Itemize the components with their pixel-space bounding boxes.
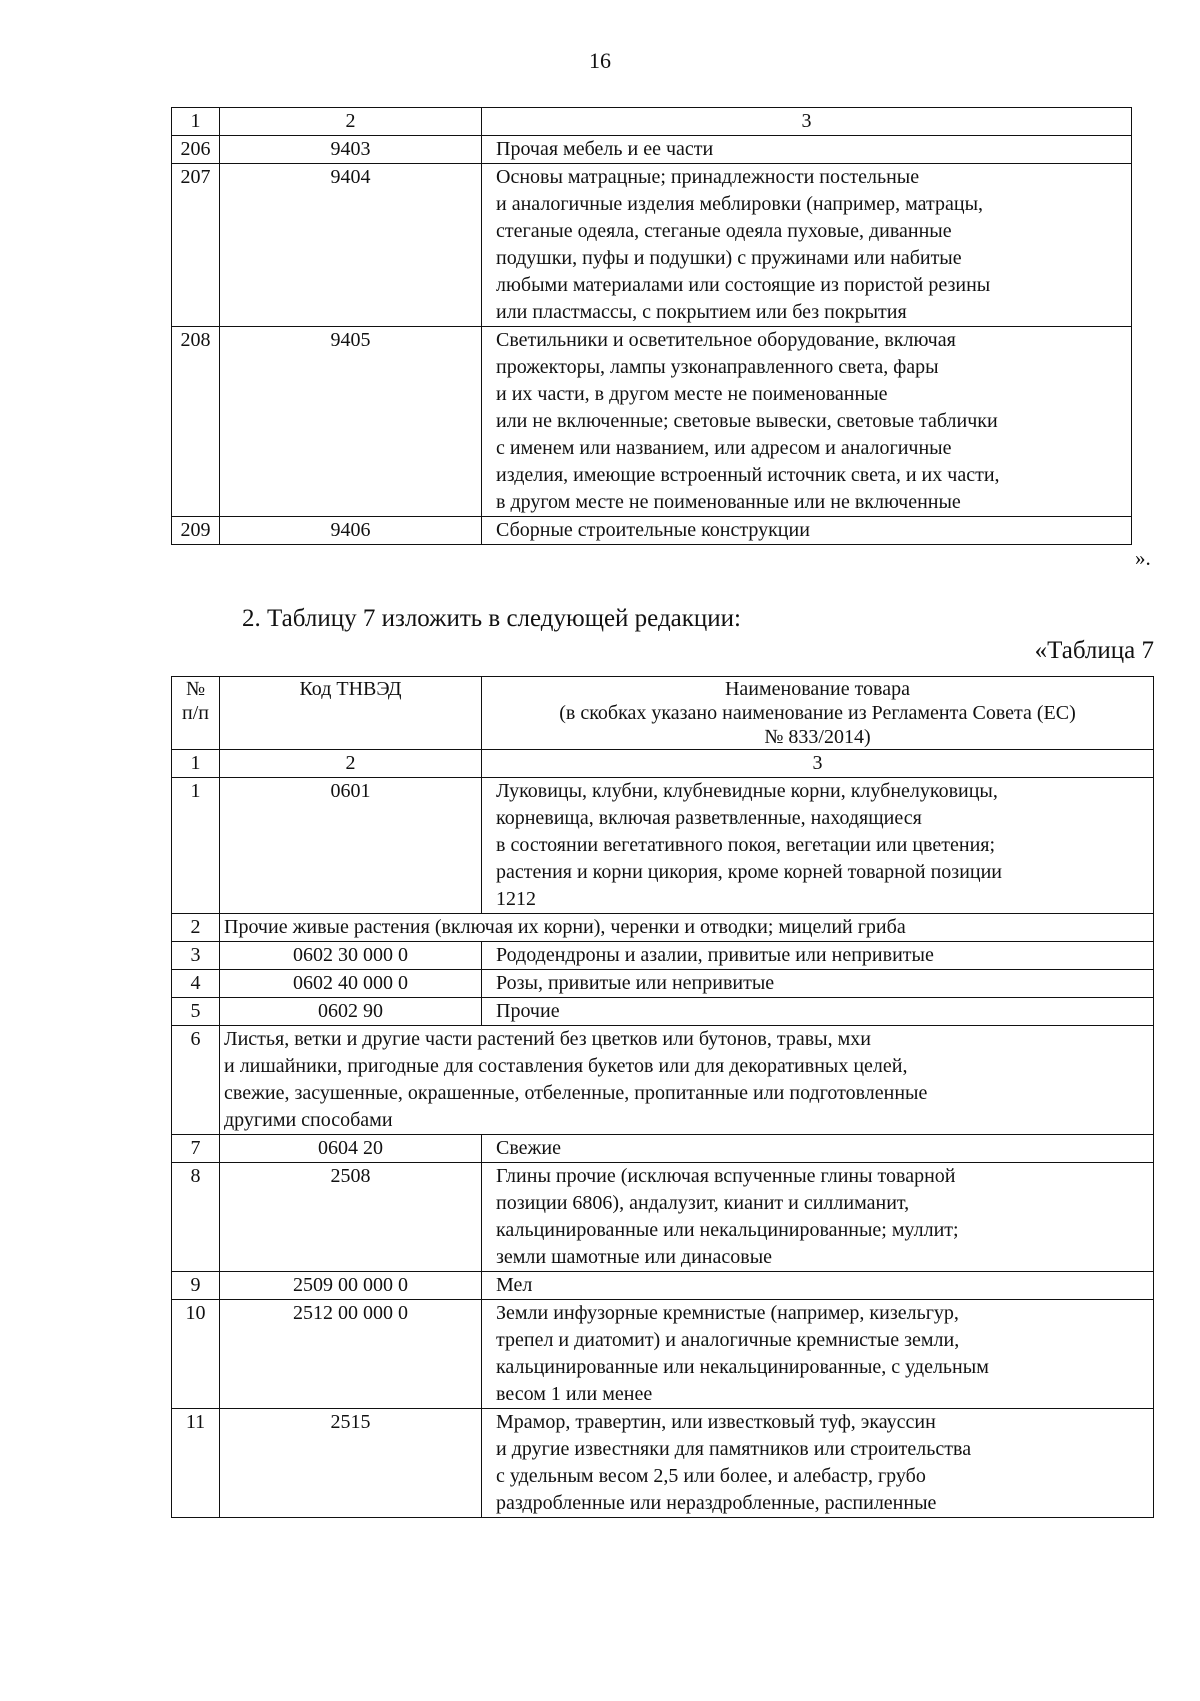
tnved-code: 9405	[220, 327, 482, 517]
column-number-2: 2	[220, 108, 482, 136]
product-description: Луковицы, клубни, клубневидные корни, клубнелуковицы, корневища, включая разветвленные, находящиеся в состоянии вегетативного покоя, вегетации или цветения; растения и корни цикория, кроме корней товарной позиции 1212	[482, 778, 1154, 914]
closing-quote: ».	[1135, 546, 1151, 570]
column-number-3: 3	[482, 750, 1154, 778]
row-number: 4	[172, 970, 220, 998]
product-description: Прочая мебель и ее части	[482, 136, 1132, 164]
row-number: 6	[172, 1026, 220, 1135]
tnved-code: 0604 20	[220, 1135, 482, 1163]
page-number: 16	[589, 48, 611, 73]
table-7-body	[172, 677, 1154, 1518]
column-number-1: 1	[172, 108, 220, 136]
product-description: Светильники и осветительное оборудование, включая прожекторы, лампы узконаправленного света, фары и их части, в другом месте не поименованные или не включенные; световые вывески, световые таблички с именем или названием, или адресом и аналогичные изделия, имеющие встроенный источник света, и их части, в другом месте не поименованные или не включенные	[482, 327, 1132, 517]
column-number-row	[172, 750, 1154, 778]
table-row	[172, 327, 1132, 517]
table-row	[172, 136, 1132, 164]
tnved-code: 0602 40 000 0	[220, 970, 482, 998]
tnved-code: 2508	[220, 1163, 482, 1272]
table-7-header-row	[172, 677, 1154, 750]
row-number: 5	[172, 998, 220, 1026]
table-row	[172, 1163, 1154, 1272]
product-description: Розы, привитые или непривитые	[482, 970, 1154, 998]
column-number-1: 1	[172, 750, 220, 778]
product-description: Глины прочие (исключая вспученные глины товарной позиции 6806), андалузит, кианит и силлиманит, кальцинированные или некальцинированные; муллит; земли шамотные или динасовые	[482, 1163, 1154, 1272]
row-number: 7	[172, 1135, 220, 1163]
product-description: Рододендроны и азалии, привитые или непривитые	[482, 942, 1154, 970]
tnved-code: 9403	[220, 136, 482, 164]
tnved-code: 2509 00 000 0	[220, 1272, 482, 1300]
table-caption: «Таблица 7	[1034, 637, 1154, 664]
table-row	[172, 914, 1154, 942]
row-number: 207	[172, 164, 220, 327]
header-product-name: Наименование товара (в скобках указано наименование из Регламента Совета (ЕС) № 833/2014)	[482, 677, 1154, 750]
table-row	[172, 970, 1154, 998]
row-number: 11	[172, 1409, 220, 1518]
row-number: 208	[172, 327, 220, 517]
tnved-code: 9406	[220, 517, 482, 545]
row-number: 3	[172, 942, 220, 970]
product-description: Сборные строительные конструкции	[482, 517, 1132, 545]
tnved-code: 2515	[220, 1409, 482, 1518]
table-row	[172, 998, 1154, 1026]
product-description: Мел	[482, 1272, 1154, 1300]
table-7	[171, 676, 1154, 1518]
product-description: Свежие	[482, 1135, 1154, 1163]
table-row	[172, 1300, 1154, 1409]
merged-description: Листья, ветки и другие части растений без цветков или бутонов, травы, мхи и лишайники, пригодные для составления букетов или для декоративных целей, свежие, засушенные, окрашенные, отбеленные, пропитанные или подготовленные другими способами	[220, 1026, 1154, 1135]
table-row	[172, 778, 1154, 914]
header-row-number: № п/п	[172, 677, 220, 750]
row-number: 10	[172, 1300, 220, 1409]
table-row	[172, 164, 1132, 327]
tnved-code: 0602 30 000 0	[220, 942, 482, 970]
row-number: 209	[172, 517, 220, 545]
row-number: 8	[172, 1163, 220, 1272]
continued-goods-table	[171, 107, 1132, 545]
tnved-code: 0601	[220, 778, 482, 914]
row-number: 9	[172, 1272, 220, 1300]
table-row	[172, 942, 1154, 970]
amendment-instruction: 2. Таблицу 7 изложить в следующей редакции:	[242, 605, 741, 632]
row-number: 2	[172, 914, 220, 942]
product-description: Основы матрацные; принадлежности постельные и аналогичные изделия меблировки (например, матрацы, стеганые одеяла, стеганые одеяла пуховые, диванные подушки, пуфы и подушки) с пружинами или набитые любыми материалами или состоящие из пористой резины или пластмассы, с покрытием или без покрытия	[482, 164, 1132, 327]
product-description: Прочие	[482, 998, 1154, 1026]
tnved-code: 9404	[220, 164, 482, 327]
column-number-2: 2	[220, 750, 482, 778]
table-row	[172, 1135, 1154, 1163]
column-number-3: 3	[482, 108, 1132, 136]
table-row	[172, 517, 1132, 545]
continued-table-body	[172, 108, 1132, 545]
table-row	[172, 1409, 1154, 1518]
row-number: 206	[172, 136, 220, 164]
merged-description: Прочие живые растения (включая их корни), черенки и отводки; мицелий гриба	[220, 914, 1154, 942]
table-row	[172, 1026, 1154, 1135]
tnved-code: 2512 00 000 0	[220, 1300, 482, 1409]
product-description: Земли инфузорные кремнистые (например, кизельгур, трепел и диатомит) и аналогичные кремнистые земли, кальцинированные или некальцинированные, с удельным весом 1 или менее	[482, 1300, 1154, 1409]
table-row	[172, 1272, 1154, 1300]
tnved-code: 0602 90	[220, 998, 482, 1026]
product-description: Мрамор, травертин, или известковый туф, экауссин и другие известняки для памятников или строительства с удельным весом 2,5 или более, и алебастр, грубо раздробленные или нераздробленные, распиленные	[482, 1409, 1154, 1518]
row-number: 1	[172, 778, 220, 914]
column-number-row	[172, 108, 1132, 136]
header-code: Код ТНВЭД	[220, 677, 482, 750]
